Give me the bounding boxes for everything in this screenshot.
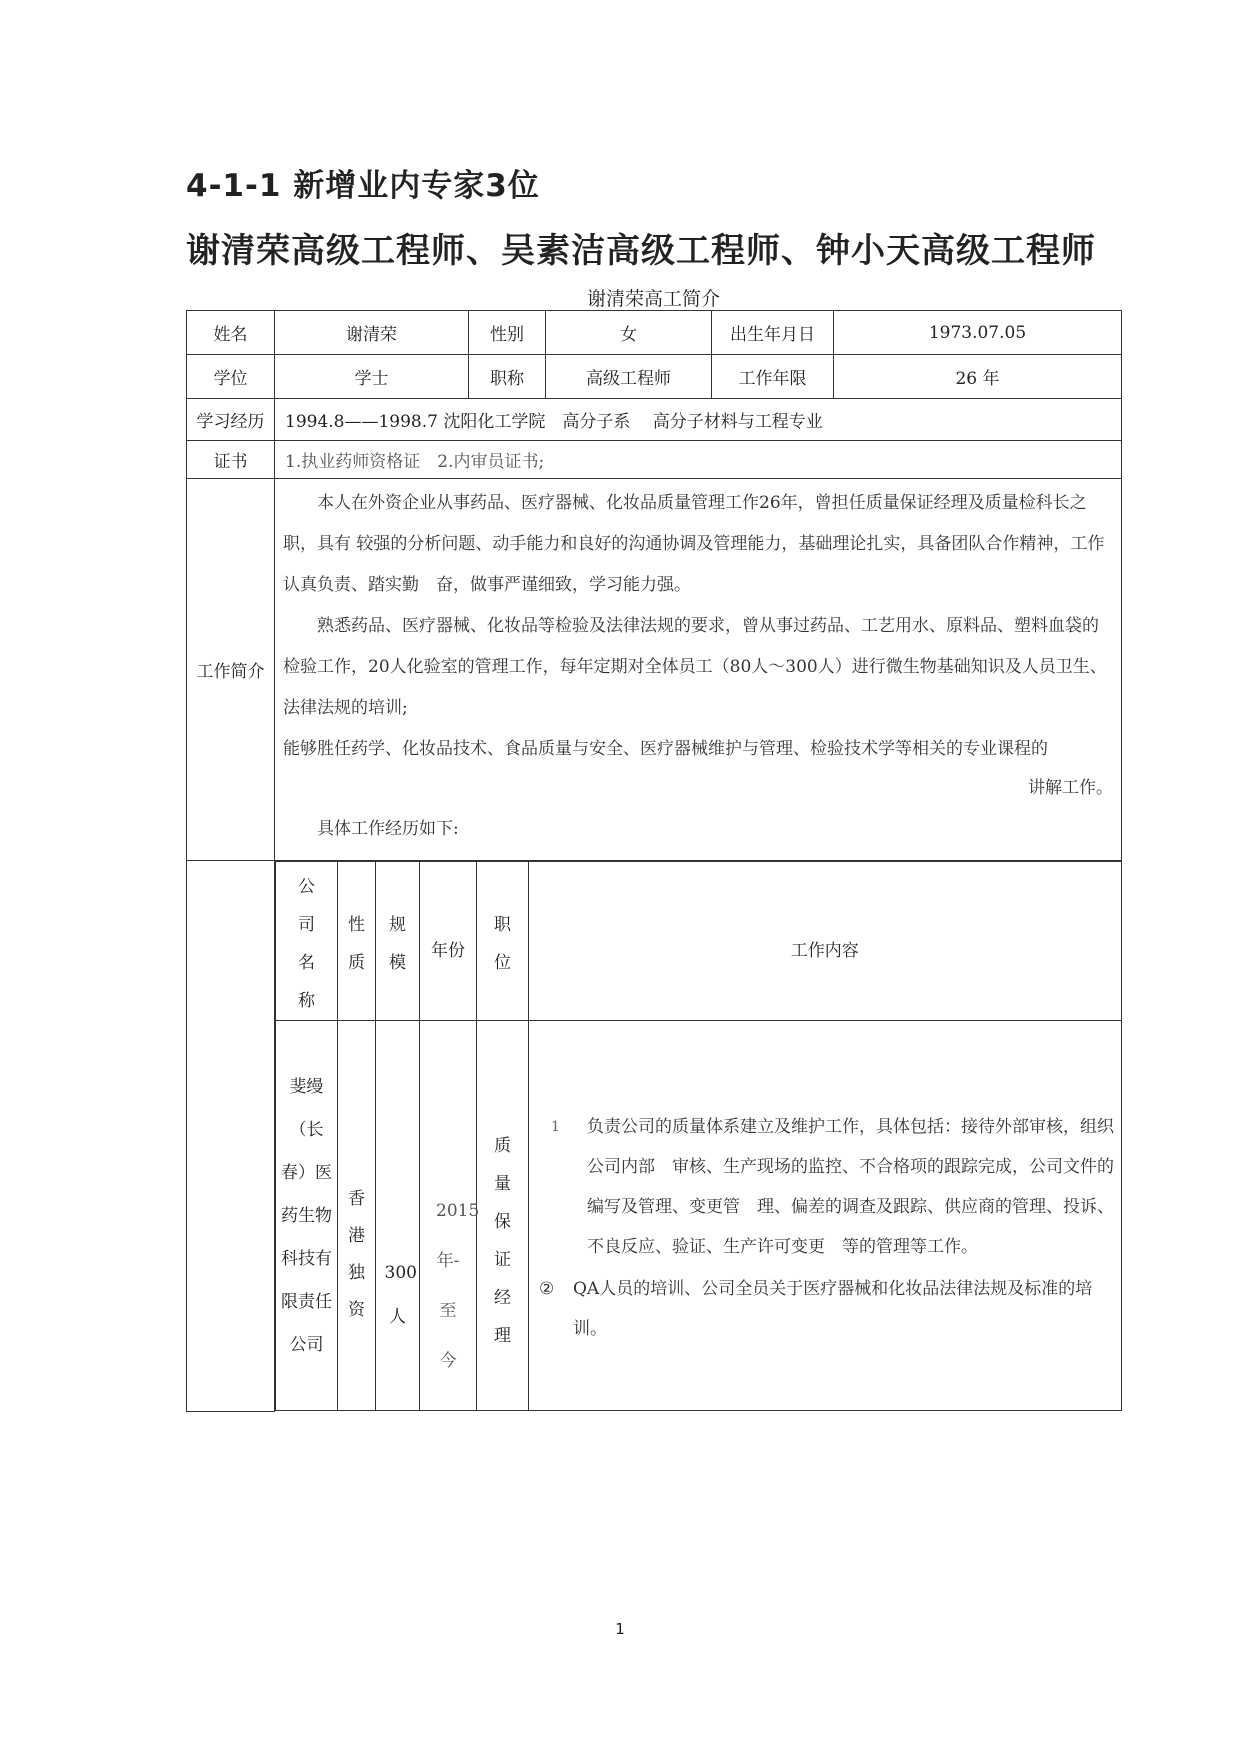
years-label: 工作年限 — [712, 355, 834, 399]
work-item-2-text: QA人员的培训、公司全员关于医疗器械和化妆品法律法规及标准的培训。 — [573, 1278, 1093, 1339]
gender-value: 女 — [546, 311, 712, 355]
scale-cell: 300人 — [376, 1021, 420, 1411]
work-item-1 — [539, 1107, 1115, 1267]
work-item-2-number: ② — [539, 1278, 555, 1299]
section-heading: 4-1-1 新增业内专家3位 — [186, 168, 540, 204]
work-item-2 — [539, 1269, 1115, 1349]
name-label: 姓名 — [187, 311, 275, 355]
intro-text — [275, 479, 1122, 861]
intro-paragraph-3: 能够胜任药学、化妆品技术、食品质量与安全、医疗器械维护与管理、检验技术学等相关的专业课程的 — [283, 739, 1048, 759]
work-item-1-number: 1 — [551, 1118, 560, 1135]
birth-label: 出生年月日 — [712, 311, 834, 355]
intro-paragraph-4: 具体工作经历如下: — [317, 819, 459, 839]
cert-value: 1.执业药师资格证 2.内审员证书; — [275, 441, 1122, 479]
header-nature: 性质 — [338, 862, 376, 1021]
experience-cell — [275, 861, 1122, 1412]
cert-label: 证书 — [187, 441, 275, 479]
position-cell: 质量保证经理 — [477, 1021, 529, 1411]
header-position: 职位 — [477, 862, 529, 1021]
gender-label: 性别 — [469, 311, 546, 355]
header-scale: 规模 — [376, 862, 420, 1021]
page-number: 1 — [615, 1620, 625, 1638]
years-value: 26 年 — [834, 355, 1122, 399]
degree-value: 学士 — [275, 355, 469, 399]
work-content-cell — [529, 1021, 1122, 1411]
intro-paragraph-2: 熟悉药品、医疗器械、化妆品等检验及法律法规的要求，曾从事过药品、工艺用水、原料品、塑料血袋的检验工作，20人化验室的管理工作，每年定期对全体员工（80人～300人）进行微生物基础知识及人员卫生、法律法规的培训; — [283, 616, 1107, 718]
year-cell: 2015年-至今 — [420, 1021, 477, 1411]
table-caption: 谢清荣高工简介 — [586, 288, 720, 310]
intro-paragraph-3-end: 讲解工作。 — [1028, 778, 1113, 798]
header-company: 公司名称 — [276, 862, 338, 1021]
profile-table — [186, 310, 1122, 1412]
degree-label: 学位 — [187, 355, 275, 399]
birth-value: 1973.07.05 — [834, 311, 1122, 355]
experience-label-cell — [187, 861, 275, 1412]
header-year: 年份 — [420, 862, 477, 1021]
experience-table — [275, 861, 1122, 1411]
title-value: 高级工程师 — [546, 355, 712, 399]
title-label: 职称 — [469, 355, 546, 399]
nature-cell: 香港独资 — [338, 1021, 376, 1411]
work-item-1-text: 负责公司的质量体系建立及维护工作，具体包括：接待外部审核，组织公司内部 审核、生产现场的监控、不合格项的跟踪完成，公司文件的编写及管理、变更管 理、偏差的调查及跟踪、供应商的管理、投诉、不良反应、验证、生产许可变更 等的管理等工作。 — [587, 1116, 1114, 1257]
intro-label: 工作简介 — [187, 479, 275, 861]
company-cell: 斐缦（长春）医药生物科技有限责任公司 — [276, 1021, 338, 1411]
experts-heading: 谢清荣高级工程师、吴素洁高级工程师、钟小天高级工程师 — [186, 231, 1096, 271]
intro-paragraph-1: 本人在外资企业从事药品、医疗器械、化妆品质量管理工作26年，曾担任质量保证经理及质量检科长之职，具有 较强的分析问题、动手能力和良好的沟通协调及管理能力，基础理论扎实，具备团队合作精神，工作认真负责、踏实勤 奋，做事严谨细致，学习能力强。 — [283, 493, 1105, 595]
education-label: 学习经历 — [187, 399, 275, 441]
name-value: 谢清荣 — [275, 311, 469, 355]
education-value: 1994.8——1998.7 沈阳化工学院 高分子系 高分子材料与工程专业 — [275, 399, 1122, 441]
header-content: 工作内容 — [529, 862, 1122, 1021]
